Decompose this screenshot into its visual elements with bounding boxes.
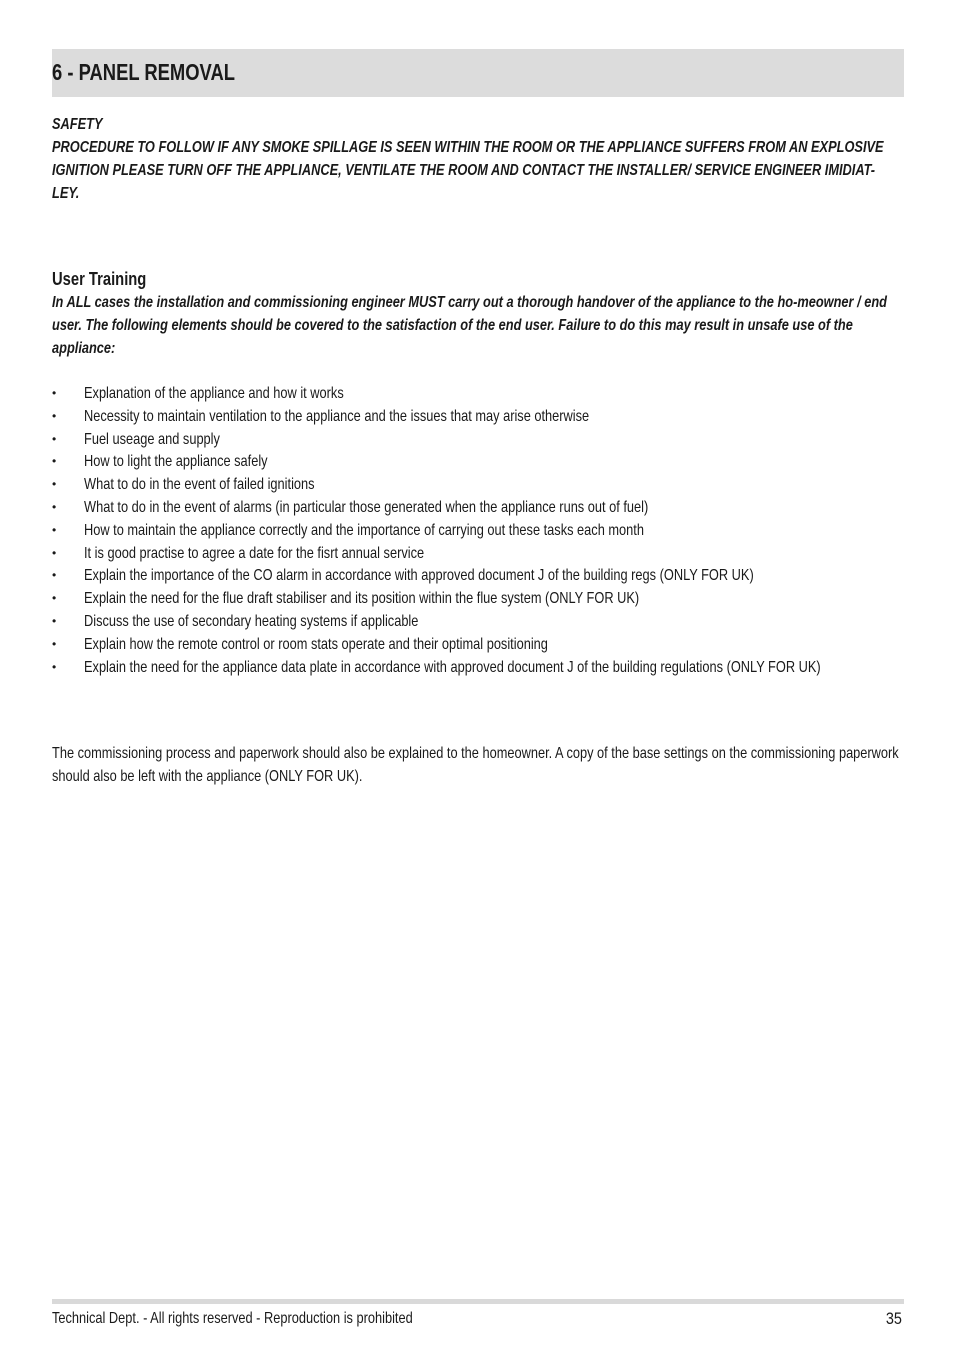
- footer-divider: [52, 1299, 904, 1304]
- list-item-text: Explanation of the appliance and how it works: [84, 385, 344, 402]
- list-item-text: Fuel useage and supply: [84, 430, 220, 448]
- bullet-icon: •: [52, 454, 57, 469]
- list-item-text: Explain how the remote control or room stats operate and their optimal positioning: [84, 635, 548, 653]
- bullet-icon: •: [52, 568, 57, 583]
- list-item-text: It is good practise to agree a date for the fisrt annual service: [84, 544, 425, 562]
- bullet-icon: •: [52, 591, 57, 606]
- safety-heading: SAFETY: [52, 116, 103, 133]
- bullet-icon: •: [52, 499, 57, 514]
- list-item-text: How to light the appliance safely: [84, 453, 268, 471]
- safety-notice: [52, 113, 900, 205]
- list-item-text: Explain the importance of the CO alarm in accordance with approved document J of the building regs (ONLY FOR UK): [84, 567, 754, 585]
- list-item-text: Explain the need for the flue draft stabiliser and its position within the flue system (ONLY FOR UK): [84, 590, 640, 608]
- footer-copyright: Technical Dept. - All rights reserved - Reproduction is prohibited: [52, 1310, 413, 1327]
- bullet-icon: •: [52, 386, 57, 400]
- safety-text: PROCEDURE TO FOLLOW IF ANY SMOKE SPILLAGE IS SEEN WITHIN THE ROOM OR THE APPLIANCE SUFFERS FROM AN EXPLOSIVE IGNITION PLEASE TURN OFF THE APPLIANCE, VENTILATE THE ROOM AND CONTACT THE INSTALLER/ SERVICE ENGINEER IMIDIAT-LEY.: [52, 139, 884, 202]
- section-header-bar: [52, 49, 904, 97]
- bullet-icon: •: [52, 522, 57, 537]
- list-item-text: What to do in the event of alarms (in particular those generated when the appliance runs out of fuel): [84, 498, 649, 516]
- user-training-heading: User Training: [52, 269, 147, 289]
- user-training-intro-text: In ALL cases the installation and commissioning engineer MUST carry out a thorough handover of the appliance to the ho-meowner / end user. The following elements should be covered to the satisfaction of the end user. Failure to do this may result in unsafe use of the appliance:: [52, 294, 887, 357]
- page-number: 35: [885, 1309, 902, 1328]
- bullet-icon: •: [52, 408, 57, 423]
- bullet-icon: •: [52, 636, 57, 651]
- list-item-text: Explain the need for the appliance data plate in accordance with approved document J of the building regulations (ONLY FOR UK): [84, 658, 821, 676]
- bullet-icon: •: [52, 613, 57, 628]
- list-item-text: What to do in the event of failed ignitions: [84, 476, 315, 494]
- bullet-icon: •: [52, 477, 57, 492]
- commissioning-note-text: The commissioning process and paperwork should also be explained to the homeowner. A copy of the base settings on the commissioning paperwork should also be left with the appliance (ONLY FOR UK).: [52, 745, 899, 785]
- commissioning-note: [52, 742, 904, 788]
- list-item-text: Discuss the use of secondary heating systems if applicable: [84, 612, 419, 630]
- bullet-icon: •: [52, 431, 57, 446]
- list-item-text: Necessity to maintain ventilation to the appliance and the issues that may arise otherwise: [84, 407, 590, 425]
- section-title: 6 - PANEL REMOVAL: [52, 59, 235, 85]
- user-training-intro: [52, 291, 904, 360]
- list-item-text: How to maintain the appliance correctly and the importance of carrying out these tasks each month: [84, 521, 644, 539]
- bullet-icon: •: [52, 545, 57, 560]
- bullet-icon: •: [52, 659, 57, 674]
